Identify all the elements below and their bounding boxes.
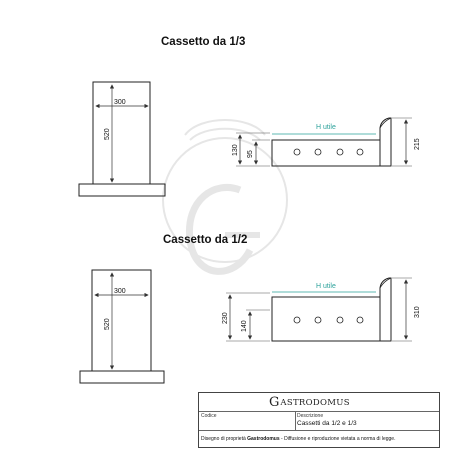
h-utile-label-1-3: H utile [316, 124, 336, 131]
section-title-1-2: Cassetto da 1/2 [163, 234, 248, 246]
legal-notice [201, 436, 395, 442]
title-block-logo-row [199, 393, 439, 412]
front-view-base-1-2 [80, 371, 164, 383]
legal-owner: Gastrodomus [247, 436, 280, 442]
logo-mark: G [269, 395, 280, 410]
depth-label-1-3: 520 [104, 128, 111, 140]
depth-label-1-2: 520 [104, 318, 111, 330]
side-view-drawer-1-2 [272, 297, 380, 341]
inner-height-label-1-3: 95 [247, 150, 254, 158]
section-title-1-3: Cassetto da 1/3 [161, 36, 246, 48]
code-label: Codice [201, 413, 217, 419]
logo-text: ASTRODOMUS [280, 397, 350, 408]
holes-1-2 [294, 317, 363, 323]
width-label-1-3: 300 [114, 99, 126, 106]
description-label: Descrizione [297, 413, 324, 419]
watermark-logo [163, 120, 287, 271]
side-view-drawer-1-3 [272, 140, 380, 166]
description-cell [295, 412, 439, 430]
title-block [198, 392, 440, 448]
code-cell [199, 412, 296, 430]
legal-suffix: - Diffusione e riproduzione vietata a norma di legge. [279, 436, 396, 442]
total-height-label-1-3: 130 [232, 144, 239, 156]
inner-height-label-1-2: 140 [241, 320, 248, 332]
width-label-1-2: 300 [114, 288, 126, 295]
gastrodomus-logo [269, 397, 350, 408]
holes-1-3 [294, 149, 363, 155]
front-view-drawer-1-2 [92, 270, 151, 371]
total-height-label-1-2: 230 [222, 312, 229, 324]
front-view-drawer-1-3 [93, 82, 150, 184]
right-height-label-1-2: 310 [414, 306, 421, 318]
front-view-base-1-3 [79, 184, 165, 196]
side-view-handle-1-2 [380, 278, 391, 341]
right-height-label-1-3: 215 [414, 138, 421, 150]
description-value: Cassetti da 1/2 e 1/3 [297, 420, 357, 427]
h-utile-label-1-2: H utile [316, 283, 336, 290]
legal-prefix: Disegno di proprietà [201, 436, 248, 442]
title-block-info-row [199, 412, 439, 431]
